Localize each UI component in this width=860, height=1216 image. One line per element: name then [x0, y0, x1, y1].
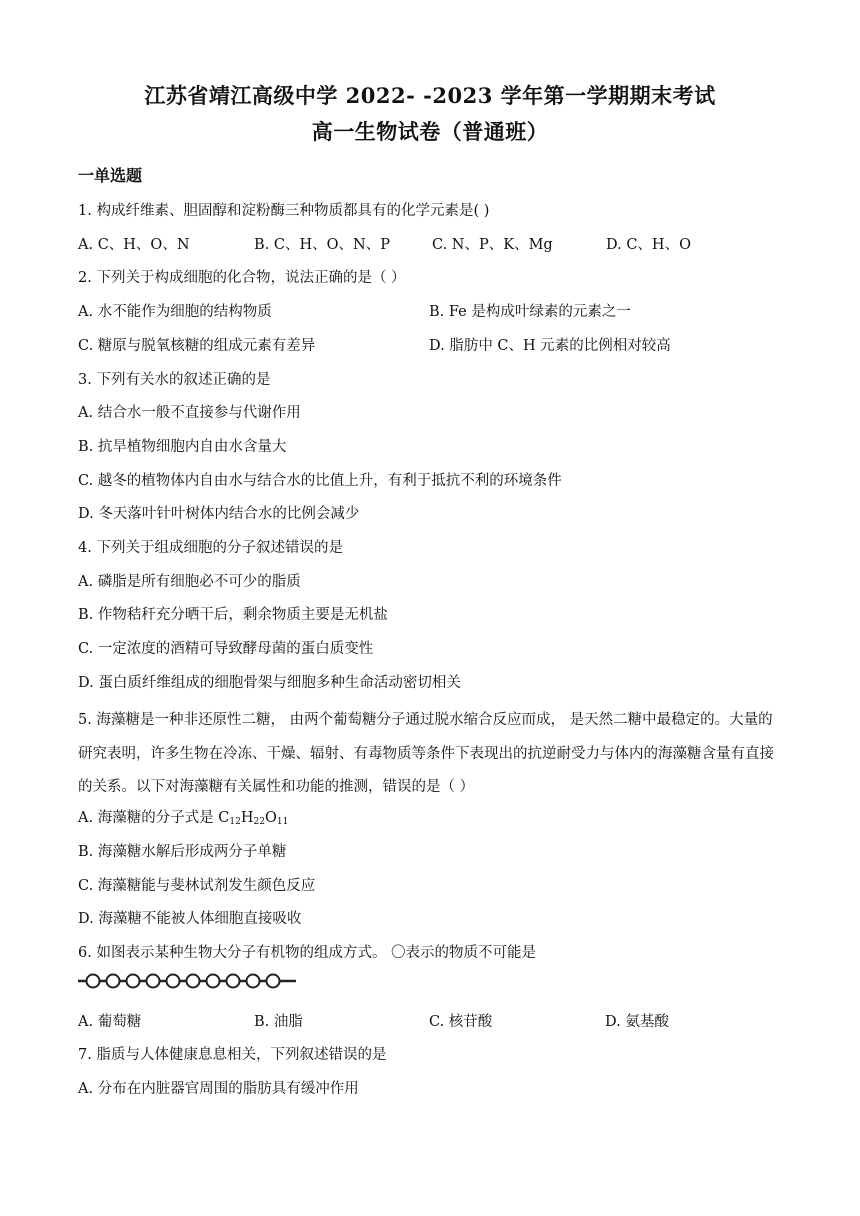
formula-o-label: O	[264, 810, 277, 826]
question-3-option-b: B. 抗旱植物细胞内自由水含量大	[78, 439, 287, 455]
question-4-option-a: A. 磷脂是所有细胞必不可少的脂质	[78, 574, 301, 590]
formula-h-label: H	[240, 810, 254, 826]
question-5-option-b: B. 海藻糖水解后形成两分子单糖	[78, 844, 287, 860]
question-1-option-b: B. C、H、O、N、P	[254, 237, 390, 253]
question-5-option-a-prefix: A. 海藻糖的分子式是 C	[78, 810, 230, 826]
question-7-option-a: A. 分布在内脏器官周围的脂肪具有缓冲作用	[78, 1081, 359, 1097]
question-1-option-a: A. C、H、O、N	[78, 237, 190, 253]
question-6-option-d: D. 氨基酸	[605, 1014, 669, 1030]
question-3-option-d: D. 冬天落叶针叶树体内结合水的比例会减少	[78, 506, 360, 522]
question-6-option-b: B. 油脂	[254, 1014, 303, 1030]
exam-title-line2: 高一生物试卷（普通班）	[311, 119, 549, 144]
monomer-chain-figure	[78, 968, 298, 994]
question-5-option-c: C. 海藻糖能与斐林试剂发生颜色反应	[78, 878, 316, 894]
question-7-stem: 7. 脂质与人体健康息息相关，下列叙述错误的是	[78, 1047, 387, 1063]
question-2-stem: 2. 下列关于构成细胞的化合物，说法正确的是（ ）	[78, 270, 406, 286]
question-3-stem: 3. 下列有关水的叙述正确的是	[78, 372, 271, 388]
question-2-option-d: D. 脂肪中 C、H 元素的比例相对较高	[429, 338, 671, 354]
question-5-stem: 5. 海藻糖是一种非还原性二糖， 由两个葡萄糖分子通过脱水缩合反应而成， 是天然二糖中最稳定的。大量的研究表明，许多生物在冷冻、干燥、辐射、有毒物质等条件下表现出的抗逆耐受力与体内的海藻糖含量有直接的关系。以下对海藻糖有关属性和功能的推测，错误的是（ ）	[78, 712, 774, 795]
question-6-option-a: A. 葡萄糖	[78, 1014, 142, 1030]
formula-h-subscript: 22	[253, 817, 265, 827]
question-4-option-b: B. 作物秸秆充分晒干后，剩余物质主要是无机盐	[78, 607, 388, 623]
question-1-option-d: D. C、H、O	[606, 237, 691, 253]
question-2-option-b: B. Fe 是构成叶绿素的元素之一	[429, 304, 631, 320]
question-4-option-d: D. 蛋白质纤维组成的细胞骨架与细胞多种生命活动密切相关	[78, 675, 461, 691]
question-6-stem: 6. 如图表示某种生物大分子有机物的组成方式。 〇表示的物质不可能是	[78, 945, 537, 961]
question-1-stem: 1. 构成纤维素、胆固醇和淀粉酶三种物质都具有的化学元素是( )	[78, 203, 490, 219]
question-1-option-c: C. N、P、K、Mg	[432, 237, 553, 253]
question-2-option-a: A. 水不能作为细胞的结构物质	[78, 304, 272, 320]
question-3-option-a: A. 结合水一般不直接参与代谢作用	[78, 405, 301, 421]
question-4-option-c: C. 一定浓度的酒精可导致酵母菌的蛋白质变性	[78, 641, 374, 657]
section-heading: 一单选题	[78, 166, 143, 185]
question-5-option-d: D. 海藻糖不能被人体细胞直接吸收	[78, 911, 302, 927]
question-2-option-c: C. 糖原与脱氧核糖的组成元素有差异	[78, 338, 316, 354]
exam-title-line1: 江苏省靖江高级中学 2022- -2023 学年第一学期期末考试	[144, 83, 716, 108]
question-5-option-a	[78, 806, 288, 827]
formula-o-subscript: 11	[276, 817, 289, 827]
question-6-option-c: C. 核苷酸	[429, 1014, 493, 1030]
question-4-stem: 4. 下列关于组成细胞的分子叙述错误的是	[78, 540, 343, 556]
formula-c-subscript: 12	[229, 817, 241, 827]
question-3-option-c: C. 越冬的植物体内自由水与结合水的比值上升，有利于抵抗不利的环境条件	[78, 473, 562, 489]
